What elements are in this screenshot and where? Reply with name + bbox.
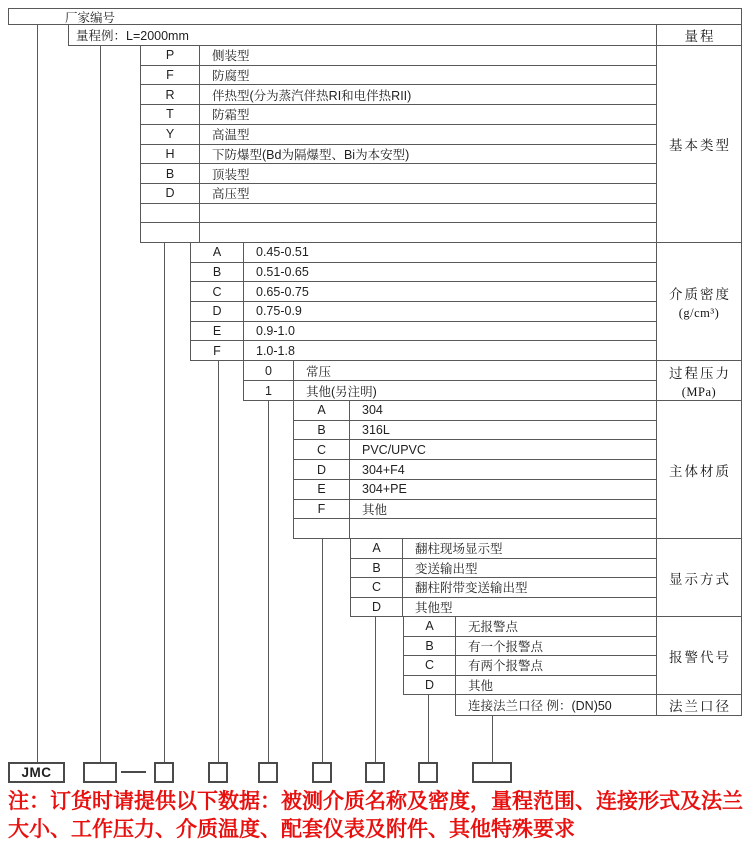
- code-cell: E: [294, 480, 350, 499]
- table-row: [191, 282, 657, 302]
- table-row: [351, 559, 657, 579]
- code-cell: A: [294, 401, 350, 420]
- desc-cell: 高温型: [212, 128, 250, 143]
- section-range: [68, 24, 742, 46]
- table-row: [141, 125, 657, 145]
- connector-line: [164, 242, 165, 762]
- table-row: [456, 695, 657, 715]
- desc-cell: 有两个报警点: [468, 659, 544, 674]
- manufacturer-label: 厂家编号: [65, 10, 116, 25]
- category-label: 报警代号: [669, 649, 731, 665]
- model-prefix-box: [8, 762, 65, 783]
- desc-cell: 常压: [306, 364, 332, 379]
- code-cell: C: [191, 282, 244, 301]
- desc-cell: 侧装型: [212, 49, 250, 64]
- desc-cell: [350, 519, 657, 538]
- category-label: 介质密度: [669, 286, 731, 302]
- code-cell: T: [141, 105, 200, 124]
- table-row: [191, 243, 657, 263]
- category-cell-process-pressure: [656, 361, 741, 400]
- desc-cell: 其他(另注明): [306, 384, 377, 399]
- category-cell-body-material: [656, 401, 741, 538]
- desc-cell: 连接法兰口径 例：(DN)50: [468, 699, 612, 713]
- table-row: [244, 361, 657, 381]
- table-row: [404, 676, 657, 695]
- blank-model-code-box: [83, 762, 117, 783]
- connector-line: [322, 538, 323, 762]
- table-row: [294, 500, 657, 520]
- desc-cell: 其他型: [415, 600, 453, 615]
- table-row: [294, 401, 657, 421]
- table-row: [141, 145, 657, 165]
- desc-cell: 1.0-1.8: [256, 343, 295, 358]
- category-cell-medium-density: [656, 243, 741, 360]
- table-row: [69, 25, 657, 45]
- code-cell: P: [141, 46, 200, 65]
- category-label: 法兰口径: [669, 699, 731, 714]
- code-cell: E: [191, 322, 244, 341]
- category-label: 基本类型: [669, 138, 731, 153]
- blank-model-code-box: [258, 762, 278, 783]
- table-row: [141, 85, 657, 105]
- code-cell: F: [294, 500, 350, 519]
- table-row: [351, 539, 657, 559]
- code-cell: D: [191, 302, 244, 321]
- desc-cell: 变送输出型: [415, 561, 478, 576]
- blank-model-code-box: [418, 762, 438, 783]
- table-row: [141, 223, 657, 242]
- code-cell: A: [191, 243, 244, 262]
- desc-cell: 316L: [362, 423, 390, 438]
- table-row: [404, 637, 657, 657]
- code-cell: A: [351, 539, 403, 558]
- table-row: [244, 381, 657, 400]
- connector-line: [218, 360, 219, 762]
- connector-line: [492, 715, 493, 762]
- category-cell-basic-type: [656, 46, 741, 242]
- desc-cell: 翻柱附带变送输出型: [415, 581, 528, 596]
- model-code-dash: [121, 771, 146, 773]
- category-cell-range: [656, 25, 741, 45]
- code-cell: B: [294, 421, 350, 440]
- desc-cell: 顶装型: [212, 167, 250, 182]
- blank-model-code-box: [208, 762, 228, 783]
- table-row: [351, 598, 657, 617]
- code-cell: B: [191, 263, 244, 282]
- code-cell: C: [351, 578, 403, 597]
- desc-cell: 0.51-0.65: [256, 265, 309, 279]
- ordering-note-line2: 大小、工作压力、介质温度、配套仪表及附件、其他特殊要求: [8, 818, 575, 841]
- table-row: [141, 105, 657, 125]
- desc-cell: 防腐型: [212, 69, 250, 84]
- ordering-note: [8, 788, 746, 844]
- category-label: 显示方式: [669, 571, 731, 587]
- category-unit: (g/cm³): [678, 305, 720, 320]
- connector-line: [428, 694, 429, 762]
- desc-cell: 304+F4: [362, 462, 405, 477]
- connector-line: [268, 400, 269, 762]
- code-cell: Y: [141, 125, 200, 144]
- table-row: [191, 263, 657, 283]
- code-cell: B: [351, 559, 403, 578]
- table-row: [141, 66, 657, 86]
- ordering-note-line1: 注：订货时请提供以下数据：被测介质名称及密度，量程范围、连接形式及法兰: [8, 790, 743, 813]
- table-row: [294, 480, 657, 500]
- code-cell: D: [141, 184, 200, 203]
- section-flange-size: [455, 694, 742, 716]
- desc-cell: 量程例：L=2000mm: [76, 29, 189, 43]
- category-cell-alarm-code: [656, 617, 741, 694]
- table-row: [294, 440, 657, 460]
- code-cell: D: [351, 598, 403, 617]
- section-body-material: [293, 400, 742, 539]
- table-row: [294, 519, 657, 538]
- desc-cell: 0.75-0.9: [256, 304, 302, 319]
- connector-line: [37, 24, 38, 762]
- desc-cell: [200, 204, 657, 223]
- desc-cell: [200, 223, 657, 242]
- category-cell-display-mode: [656, 539, 741, 616]
- desc-cell: 304: [362, 403, 383, 418]
- blank-model-code-box: [365, 762, 385, 783]
- blank-model-code-box: [472, 762, 512, 783]
- section-display-mode: [350, 538, 742, 617]
- desc-cell: 防霜型: [212, 108, 250, 123]
- table-row: [351, 578, 657, 598]
- desc-cell: 下防爆型(Bd为隔爆型、Bi为本安型): [212, 147, 410, 162]
- category-label: 过程压力: [669, 365, 731, 381]
- section-process-pressure: [243, 360, 742, 401]
- desc-cell: 翻柱现场显示型: [415, 542, 503, 557]
- code-cell: [141, 204, 200, 223]
- desc-cell: 0.45-0.51: [256, 245, 309, 260]
- desc-cell: 0.65-0.75: [256, 284, 309, 299]
- blank-model-code-box: [154, 762, 174, 783]
- code-cell: B: [404, 637, 456, 656]
- desc-cell: 高压型: [212, 187, 250, 202]
- code-cell: F: [141, 66, 200, 85]
- table-row: [294, 460, 657, 480]
- desc-cell: 有一个报警点: [468, 639, 544, 654]
- table-row: [191, 322, 657, 342]
- code-cell: [294, 519, 350, 538]
- table-row: [404, 617, 657, 637]
- model-prefix: JMC: [21, 765, 52, 780]
- code-cell: C: [294, 440, 350, 459]
- section-alarm-code: [403, 616, 742, 695]
- desc-cell: 304+PE: [362, 482, 407, 497]
- code-cell: [141, 223, 200, 242]
- code-cell: R: [141, 85, 200, 104]
- desc-cell: 0.9-1.0: [256, 324, 295, 339]
- desc-cell: 其他: [362, 502, 388, 517]
- category-unit: (MPa): [681, 384, 717, 399]
- category-label: 主体材质: [669, 463, 731, 479]
- connector-line: [375, 616, 376, 762]
- table-row: [191, 341, 657, 360]
- code-cell: D: [404, 676, 456, 695]
- code-cell: D: [294, 460, 350, 479]
- section-basic-type: [140, 45, 742, 243]
- code-cell: B: [141, 164, 200, 183]
- code-cell: A: [404, 617, 456, 636]
- blank-model-code-box: [312, 762, 332, 783]
- table-row: [191, 302, 657, 322]
- desc-cell: 伴热型(分为蒸汽伴热RI和电伴热RII): [212, 88, 412, 103]
- table-row: [141, 46, 657, 66]
- desc-cell: 无报警点: [468, 620, 519, 635]
- code-cell: F: [191, 341, 244, 360]
- category-cell-flange-size: [656, 695, 741, 715]
- table-row: [141, 204, 657, 224]
- desc-cell: 其他: [468, 678, 494, 693]
- connector-line: [100, 45, 101, 762]
- table-row: [141, 164, 657, 184]
- code-cell: 0: [244, 361, 294, 380]
- table-row: [294, 421, 657, 441]
- table-row: [141, 184, 657, 204]
- category-label: 量程: [684, 29, 716, 44]
- table-row: [404, 656, 657, 676]
- manufacturer-row: [8, 8, 742, 25]
- desc-cell: PVC/UPVC: [362, 442, 426, 457]
- code-cell: 1: [244, 381, 294, 400]
- code-cell: C: [404, 656, 456, 675]
- section-medium-density: [190, 242, 742, 361]
- code-cell: H: [141, 145, 200, 164]
